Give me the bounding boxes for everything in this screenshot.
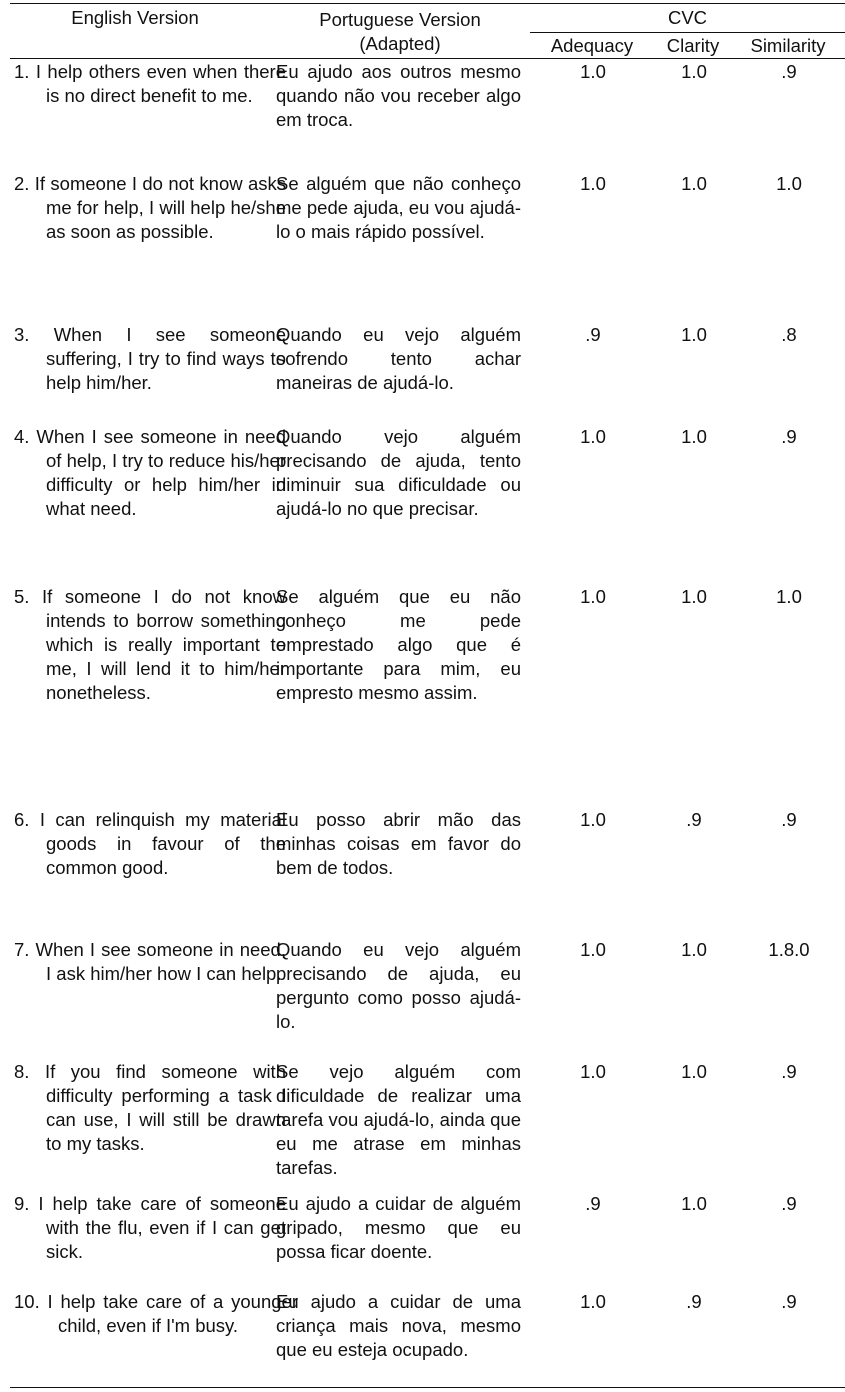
- portuguese-item: Quando eu vejo alguém sofrendo tento achar maneiras de ajudá-lo.: [276, 324, 521, 393]
- english-item: 7. When I see someone in need, I ask him/her how I can help.: [14, 939, 286, 984]
- similarity-value: .9: [781, 61, 797, 82]
- cvc-underline: [530, 32, 845, 33]
- table-bottom-rule: [10, 1387, 845, 1388]
- english-item: 4. When I see someone in need of help, I try to reduce his/her difficulty or help him/her in what need.: [14, 426, 286, 519]
- clarity-value: 1.0: [681, 586, 707, 607]
- adequacy-value: .9: [585, 324, 601, 345]
- similarity-value: 1.0: [776, 586, 802, 607]
- header-similarity: Similarity: [750, 35, 826, 56]
- english-item: 5. If someone I do not know intends to borrow something which is really important to me, I will lend it to him/her nonetheless.: [14, 586, 286, 703]
- clarity-value: 1.0: [681, 939, 707, 960]
- adequacy-value: 1.0: [580, 809, 606, 830]
- similarity-value: 1.0: [776, 173, 802, 194]
- similarity-value: .9: [781, 809, 797, 830]
- portuguese-item: Se vejo alguém com dificuldade de realizar uma tarefa vou ajudá-lo, ainda que eu me atrase em minhas tarefas.: [276, 1061, 521, 1178]
- header-adequacy: Adequacy: [550, 35, 634, 56]
- english-item: 8. If you find someone with difficulty performing a task I can use, I will still be drawn to my tasks.: [14, 1061, 286, 1154]
- clarity-value: 1.0: [681, 1061, 707, 1082]
- header-portuguese: Portuguese Version: [319, 9, 481, 30]
- clarity-value: 1.0: [681, 324, 707, 345]
- portuguese-item: Quando vejo alguém precisando de ajuda, tento diminuir sua dificuldade ou ajudá-lo no que precisar.: [276, 426, 521, 519]
- table-top-rule: [10, 3, 845, 4]
- adequacy-value: 1.0: [580, 61, 606, 82]
- adequacy-value: .9: [585, 1193, 601, 1214]
- portuguese-item: Se alguém que eu não conheço me pede emprestado algo que é importante para mim, eu empresto mesmo assim.: [276, 586, 521, 703]
- portuguese-item: Se alguém que não conheço me pede ajuda, eu vou ajudá-lo o mais rápido possível.: [276, 173, 521, 242]
- adequacy-value: 1.0: [580, 939, 606, 960]
- portuguese-item: Eu ajudo a cuidar de alguém gripado, mesmo que eu possa ficar doente.: [276, 1193, 521, 1262]
- similarity-value: .9: [781, 426, 797, 447]
- english-item: 9. I help take care of someone with the flu, even if I can get sick.: [14, 1193, 286, 1262]
- clarity-value: 1.0: [681, 426, 707, 447]
- portuguese-item: Quando eu vejo alguém precisando de ajuda, eu pergunto como posso ajudá-lo.: [276, 939, 521, 1032]
- header-cvc: CVC: [667, 7, 708, 28]
- portuguese-item: Eu posso abrir mão das minhas coisas em favor do bem de todos.: [276, 809, 521, 878]
- header-portuguese-sub: (Adapted): [359, 33, 441, 54]
- similarity-value: .9: [781, 1061, 797, 1082]
- similarity-value: .9: [781, 1193, 797, 1214]
- english-item: 1. I help others even when there is no direct benefit to me.: [14, 61, 286, 106]
- header-clarity: Clarity: [666, 35, 720, 56]
- clarity-value: 1.0: [681, 173, 707, 194]
- similarity-value: .8: [781, 324, 797, 345]
- clarity-value: .9: [686, 809, 702, 830]
- similarity-value: .9: [781, 1291, 797, 1312]
- english-item: 10. I help take care of a younger child, even if I'm busy.: [14, 1291, 298, 1336]
- similarity-value: 1.8.0: [768, 939, 810, 960]
- english-item: 3. When I see someone suffering, I try to find ways to help him/her.: [14, 324, 286, 393]
- header-english: English Version: [71, 7, 199, 28]
- clarity-value: .9: [686, 1291, 702, 1312]
- adequacy-value: 1.0: [580, 173, 606, 194]
- portuguese-item: Eu ajudo a cuidar de uma criança mais nova, mesmo que eu esteja ocupado.: [276, 1291, 521, 1360]
- english-item: 6. I can relinquish my material goods in favour of the common good.: [14, 809, 286, 878]
- adequacy-value: 1.0: [580, 586, 606, 607]
- portuguese-item: Eu ajudo aos outros mesmo quando não vou receber algo em troca.: [276, 61, 521, 130]
- adequacy-value: 1.0: [580, 426, 606, 447]
- header-bottom-rule: [10, 58, 845, 59]
- clarity-value: 1.0: [681, 61, 707, 82]
- adequacy-value: 1.0: [580, 1291, 606, 1312]
- adequacy-value: 1.0: [580, 1061, 606, 1082]
- english-item: 2. If someone I do not know asks me for help, I will help he/she as soon as possible.: [14, 173, 286, 242]
- clarity-value: 1.0: [681, 1193, 707, 1214]
